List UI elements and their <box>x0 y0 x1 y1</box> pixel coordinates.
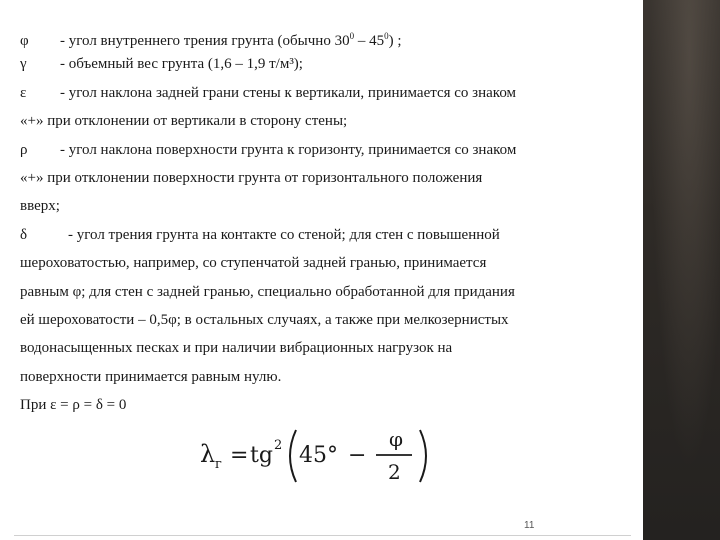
formula-left-paren <box>290 430 296 482</box>
text-line: «+» при отклонении от вертикали в сторону стены; <box>20 113 348 130</box>
definition-phi-mid: – 45 <box>354 33 385 49</box>
text-line: ей шероховатости – 0,5φ; в остальных случаях, а также при мелкозернистых <box>20 311 509 328</box>
text-line: равным φ; для стен с задней гранью, специально обработанной для придания <box>20 283 515 300</box>
definition-phi <box>20 22 632 50</box>
text-line: поверхности принимается равным нулю. <box>20 368 282 385</box>
symbol-rho: ρ <box>20 141 28 158</box>
formula-45deg: 45° <box>299 443 338 468</box>
symbol-delta: δ <box>20 226 28 243</box>
definition-epsilon <box>20 79 632 107</box>
condition-line: При ε = ρ = δ = 0 <box>20 397 127 414</box>
definition-epsilon-text: - угол наклона задней грани стены к вертикали, принимается со знаком <box>60 84 517 101</box>
definition-rho <box>20 136 632 164</box>
text-line: «+» при отклонении поверхности грунта от горизонтального положения <box>20 169 483 186</box>
accent-bar <box>643 0 720 540</box>
definition-phi-end: ) ; <box>388 33 402 49</box>
definition-gamma-text: - объемный вес грунта (1,6 – 1,9 т/м³); <box>60 56 303 73</box>
definition-delta <box>20 221 632 249</box>
formula-equals: = <box>230 443 249 468</box>
formula-lambda: λ <box>200 440 216 468</box>
symbol-gamma: γ <box>20 56 27 73</box>
formula-svg <box>198 416 438 496</box>
definition-phi-sup2: 0 <box>384 31 389 41</box>
formula-right-paren <box>420 430 426 482</box>
definition-rho-text: - угол наклона поверхности грунта к горизонту, принимается со знаком <box>60 141 517 158</box>
slide-body <box>20 22 632 419</box>
footer-divider <box>14 535 631 536</box>
definition-delta-text: - угол трения грунта на контакте со стеной; для стен с повышенной <box>68 226 500 243</box>
definition-phi-text: - угол внутреннего трения грунта (обычно 30 <box>60 33 350 49</box>
symbol-epsilon: ε <box>20 84 27 101</box>
accent-bar-texture <box>643 0 720 540</box>
text-line: шероховатостью, например, со ступенчатой задней гранью, принимается <box>20 255 487 272</box>
definition-gamma <box>20 50 632 78</box>
formula-minus: − <box>348 443 367 468</box>
symbol-phi: φ <box>20 33 29 49</box>
formula-tg: tg <box>250 443 273 468</box>
definition-phi-sup1: 0 <box>349 31 355 41</box>
text-line: водонасыщенных песках и при наличии вибрационных нагрузок на <box>20 340 453 357</box>
page-number: 11 <box>524 520 535 531</box>
formula-lambda-subscript: г <box>215 457 222 472</box>
formula <box>198 416 438 496</box>
formula-numerator: φ <box>389 427 404 451</box>
formula-denominator: 2 <box>388 460 401 484</box>
text-line: вверх; <box>20 198 60 215</box>
formula-power: 2 <box>274 438 283 453</box>
